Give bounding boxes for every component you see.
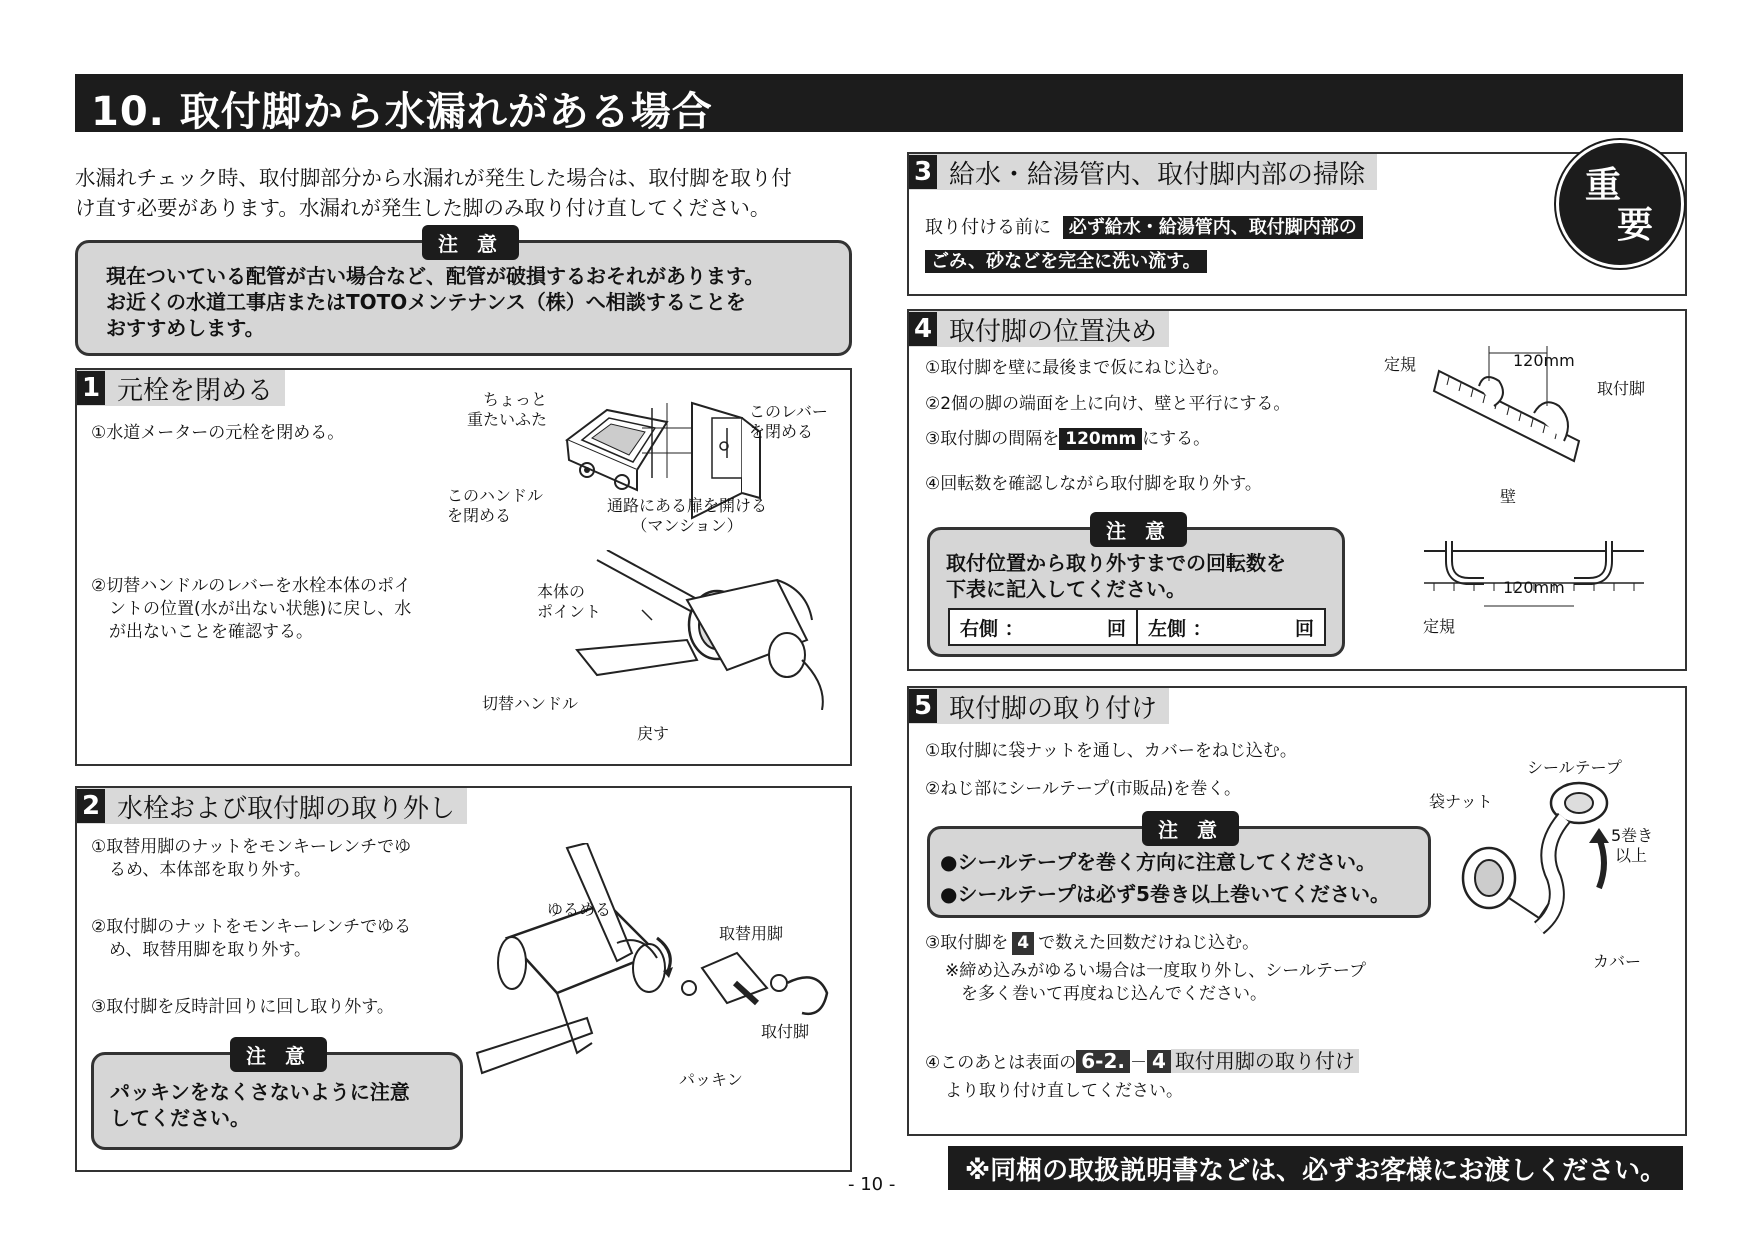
caution-line: 下表に記入してください。 [946,577,1186,601]
section-label: 取付脚の位置決め [949,316,1158,347]
step-text [925,932,1259,955]
table-label: 右側 ： [960,617,1024,640]
section-1-title [77,370,285,406]
page-title: 10. 取付脚から水漏れがある場合 [91,89,713,135]
section-number: 5 [909,689,937,723]
section-1 [75,368,852,766]
section-label: 取付脚の取り付け [949,693,1158,724]
label-heavy-lid [467,390,547,430]
label-seal-tape: シールテープ [1527,758,1622,777]
label-line: 以上 [1615,846,1648,865]
highlight-text: 必ず給水・給湯管内、取付脚内部の [1063,216,1363,239]
ref-dash: － [1129,1053,1147,1073]
section-number: 2 [77,789,105,823]
step-text: ②ねじ部にシールテープ(市販品)を巻く。 [925,779,1241,799]
table-label: 左側 ： [1148,617,1212,640]
step-text: ③取付脚を反時計回りに回し取り外す。 [91,997,394,1017]
page-number: - 10 - [848,1174,896,1195]
step-line: ②取付脚のナットをモンキーレンチでゆる [91,917,412,937]
step-text: ①水道メーターの元栓を閉める。 [91,423,345,443]
step-text: ②2個の脚の端面を上に向け、壁と平行にする。 [925,394,1291,414]
step-text: より取り付け直してください。 [945,1081,1183,1101]
section-number: 3 [909,155,937,189]
ruler-illustration [1379,341,1639,491]
label-120mm-top: 120mm [1513,351,1575,370]
section-number: 1 [77,371,105,405]
step-line: ①取替用脚のナットをモンキーレンチでゆ [91,837,412,857]
step-text: ①取付脚に袋ナットを通し、カバーをねじ込む。 [925,741,1297,761]
label-120mm-bottom: 120mm [1503,578,1565,597]
note-line: を多く巻いて再度ねじ込んでください。 [961,984,1267,1004]
label-line: ちょっと [483,390,548,409]
caution-badge: 注 意 [1090,512,1187,547]
caution-box [927,818,1431,918]
caution-line-3: おすすめします。 [106,316,265,340]
label-close-handle [447,486,543,526]
step-line: ントの位置(水が出ない状態)に戻し、水 [109,599,412,619]
step-text: ④回転数を確認しながら取付脚を取り外す。 [925,474,1262,494]
label-cover: カバー [1593,952,1642,971]
caution-box-top [75,232,852,356]
highlight-text: ごみ、砂などを完全に洗い流す。 [925,250,1207,273]
label-line: 本体の [537,582,586,601]
section-number: 4 [909,312,937,346]
label-mounting-leg: 取付脚 [1597,379,1646,398]
section-ref-badge: 4 [1012,932,1034,955]
page-header [75,74,1683,135]
section-label: 元栓を閉める [117,375,274,406]
step-text [925,250,1207,273]
label-line: を閉める [447,506,512,525]
caution-text [106,263,764,341]
highlight-text: 120mm [1059,428,1142,450]
faucet-removal-illustration [467,843,847,1143]
section-2 [75,786,852,1172]
label-replacement-leg: 取替用脚 [719,924,784,943]
caution-line: パッキンをなくさないように注意 [110,1080,410,1104]
step-line: が出ないことを確認する。 [109,622,313,642]
step-text [91,575,411,644]
section-5-title [909,688,1169,724]
label-cap-nut: 袋ナット [1429,792,1493,811]
label-five-winds [1611,826,1653,866]
section-2-title [77,788,467,824]
intro-line-2: け直す必要があります。水漏れが発生した脚のみ取り付け直してください。 [75,196,771,220]
caution-text [110,1079,410,1131]
important-badge [1556,140,1684,268]
rotation-cell-right[interactable] [950,610,1138,644]
table-unit: 回 [1294,617,1314,640]
footer-notice: ※同梱の取扱説明書などは、必ずお客様にお渡しください。 [948,1146,1683,1190]
step-text [925,216,1363,239]
caution-line: ●シールテープは必ず5巻き以上巻いてください。 [940,882,1390,906]
caution-badge: 注 意 [1142,811,1239,846]
step-suffix: で数えた回数だけねじ込む。 [1038,933,1260,953]
caution-text [946,550,1286,602]
label-mounting-leg: 取付脚 [761,1022,810,1041]
section-5 [907,686,1687,1136]
step-suffix: にする。 [1142,429,1211,449]
caution-line: 取付位置から取り外すまでの回転数を [946,551,1286,575]
label-line: 5巻き [1611,826,1654,845]
section-ref-badge: 6-2. [1076,1050,1130,1073]
step-line: め、取替用脚を取り外す。 [109,940,311,960]
table-unit: 回 [1106,617,1126,640]
label-line: （マンション） [631,516,743,535]
step-prefix: ③取付脚を [925,933,1009,953]
intro-text [75,163,792,223]
caution-box [927,519,1345,657]
label-line: ポイント [537,602,602,621]
label-line: 重たいふた [467,410,548,429]
step-text: ①取付脚を壁に最後まで仮にねじ込む。 [925,358,1230,378]
caution-line: ●シールテープを巻く方向に注意してください。 [940,850,1377,874]
section-label: 給水・給湯管内、取付脚内部の掃除 [949,159,1366,190]
step-text [91,836,411,882]
label-line: 通路にある扉を開ける [607,496,768,515]
caution-line-1: 現在ついている配管が古い場合など、配管が破損するおそれがあります。 [106,264,765,288]
important-char: 重 [1585,165,1622,206]
caution-text [940,849,1390,907]
label-packing: パッキン [679,1070,743,1089]
label-switch-handle: 切替ハンドル [482,694,579,713]
note-text [945,960,1366,1006]
label-ruler: 定規 [1384,355,1417,374]
section-ref-badge: 4 [1147,1050,1171,1073]
label-close-lever [749,402,828,442]
caution-box [91,1044,463,1150]
note-line: ※締め込みがゆるい場合は一度取り外し、シールテープ [945,961,1367,981]
step-text [925,1050,1359,1075]
section-3-title [909,154,1377,190]
caution-badge: 注 意 [422,225,519,260]
rotation-table [948,608,1326,646]
caution-badge: 注 意 [230,1037,327,1072]
label-open-door [607,496,767,536]
label-body-point [537,582,601,622]
step-text [925,428,1210,451]
step-prefix: ④このあとは表面の [925,1053,1077,1073]
section-4 [907,309,1687,671]
step-text [91,916,411,962]
caution-line: してください。 [110,1106,250,1130]
intro-line-1: 水漏れチェック時、取付脚部分から水漏れが発生した場合は、取付脚を取り付 [75,166,792,190]
important-char: 要 [1617,205,1654,246]
rotation-cell-left[interactable] [1138,610,1324,644]
label-loosen: ゆるめる [547,900,612,919]
label-line: このハンドル [447,486,544,505]
label-line: を閉める [749,422,814,441]
ref-title: 取付用脚の取り付け [1171,1049,1359,1073]
step-line: るめ、本体部を取り外す。 [109,860,311,880]
label-return: 戻す [637,724,670,743]
step-prefix: 取り付ける前に [925,217,1051,238]
switch-handle-illustration [537,550,847,710]
caution-line-2: お近くの水道工事店またはTOTOメンテナンス（株）へ相談することを [106,290,746,314]
label-ruler-bottom: 定規 [1423,617,1456,636]
section-4-title [909,311,1169,347]
step-prefix: ③取付脚の間隔を [925,429,1060,449]
step-line: ②切替ハンドルのレバーを水栓本体のポイ [91,576,412,596]
label-wall: 壁 [1500,487,1517,506]
label-line: このレバー [749,402,828,421]
section-label: 水栓および取付脚の取り外し [117,793,456,824]
